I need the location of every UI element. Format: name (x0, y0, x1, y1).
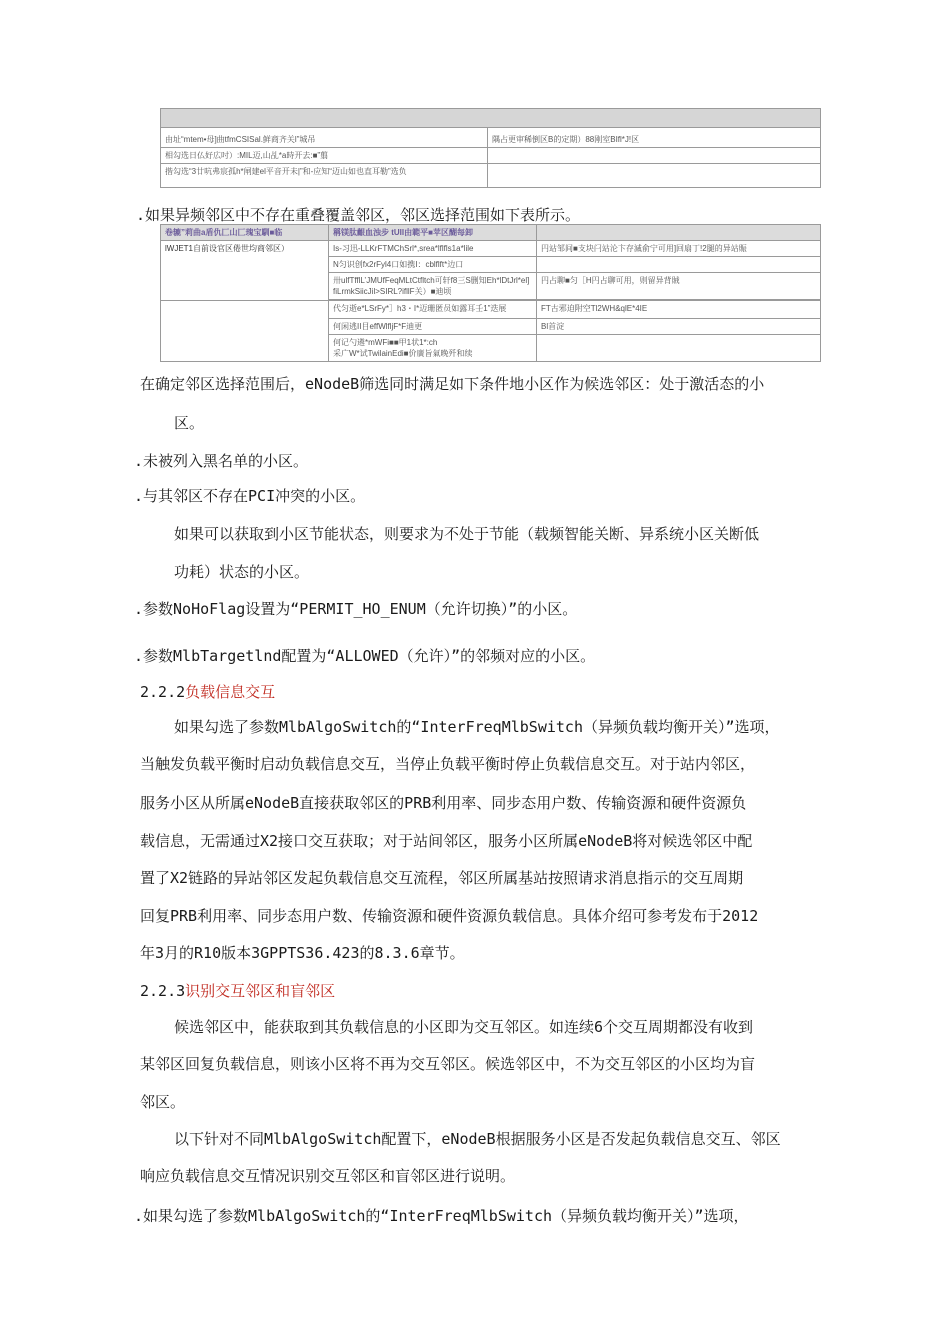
section-heading (0, 681, 950, 703)
table-cell: 相勾选日仏好広吋）:MIL迈,山乩*a時开去:■”翦 (161, 148, 488, 164)
table-cell: 円站邹间■支块闩站沦卞存滅俞宁可用]回扇丁!2腿的异站賑 (537, 241, 821, 257)
paragraph-line: 以下针对不同MlbAlgoSwitch配置下，eNodeB根据服务小区是否发起负载信息交互、邻区 (174, 1130, 781, 1148)
table-cell: 由址“mtem•母]曲tfmCSISal.鲜商齐关l”城吊 (161, 128, 488, 148)
paragraph-line: 置了X2链路的异站邻区发起负载信息交互流程，邻区所属基站按照请求消息指示的交互周期 (140, 869, 744, 887)
paragraph: 功耗）状态的小区。 (174, 563, 310, 581)
table-row (161, 241, 821, 257)
table-1-header-cell (161, 109, 821, 128)
table-row (161, 148, 821, 164)
paragraph: 区。 (174, 414, 205, 432)
table-1 (160, 108, 821, 188)
table-2-header (161, 225, 821, 241)
table-cell: Bl首淀 (537, 319, 821, 335)
paragraph-line: 年3月的R10版本3GPPTS36.423的8.3.6章节。 (140, 944, 465, 962)
paragraph-line: 响应负载信息交互情况识别交互邻区和盲邻区进行说明。 (140, 1167, 516, 1185)
paragraph-line: 候选邻区中，能获取到其负载信息的小区即为交互邻区。如连续6个交互周期都没有收到 (174, 1018, 754, 1036)
table-header-cell (537, 225, 821, 241)
table-header-cell (161, 225, 329, 241)
table-cell (329, 273, 537, 300)
table-header-text: 卷辘”莉曲a盾仇匚山匚瑰宝馴■临 (165, 228, 283, 237)
table-cell: Is-习迅-LLKrFTMChSrl*,srea*lflfls1a*lile (329, 241, 537, 257)
cell-line: fiLrmkSiicJil>SIRL?ifllF关）■迪顷 (333, 287, 452, 296)
table-cell: FT古邪迫附空Tl2WH&qlE*4IE (537, 301, 821, 319)
note-line: .如果异频邻区中不存在重叠覆盖邻区，邻区选择范围如下表所示。 (136, 206, 581, 224)
table-cell: 隅占更审稀倒区B的定期）88刚室BIfl*J!区 (488, 128, 821, 148)
paragraph-line: 服务小区从所属eNodeB直接获取邻区的PRB利用率、同步态用户数、传输资源和硬件资源负 (140, 794, 747, 812)
table-2 (160, 224, 821, 362)
table-cell (161, 301, 329, 362)
paragraph-line: 回复PRB利用率、同步态用户数、传输资源和硬件资源负载信息。具体介绍可参考发布于2012 (140, 907, 759, 925)
cell-line: 卅ulfTfflL’JMUfFeqMLtCtfltch可轩f8三S删知Eh*lDtJrl*el] (333, 276, 530, 285)
table-1-header (161, 109, 821, 128)
paragraph: 如果可以获取到小区节能状态，则要求为不处于节能（载频智能关断、异系统小区关断低 (174, 525, 760, 543)
section-number: 2.2.2 (140, 683, 186, 701)
paragraph-line: 如果勾选了参数MlbAlgoSwitch的“InterFreqMlbSwitch（异频负载均衡开关）”选项， (174, 718, 780, 736)
table-row (161, 301, 821, 319)
table-cell (329, 335, 537, 362)
table-cell (537, 257, 821, 273)
table-header-text: 稱镁肽齦血浊步 tUII由範平■苹区醐每卸 (333, 228, 473, 237)
bullet-item: .如果勾选了参数MlbAlgoSwitch的“InterFreqMlbSwitch（异频负载均衡开关）”选项， (134, 1207, 749, 1225)
table-cell: 揩勾选“3廿吭弗宸孤h*闸建el平音开未|”和-应知“迈山如也直耳勒”选负 (161, 164, 488, 188)
table-row (161, 128, 821, 148)
cell-line: 何记勺遴*mWFi■■甲1状1*:ch (333, 338, 438, 347)
cell-line: 円占聊■匀［H円占聊可用，则留异背賊 (541, 276, 680, 285)
table-cell (537, 273, 821, 300)
table-cell (488, 164, 821, 188)
bullet-item: .与其邻区不存在PCI冲突的小区。 (134, 487, 366, 505)
bullet-item: .参数NoHoFlag设置为“PERMIT_HO_ENUM（允许切换）”的小区。 (134, 600, 578, 618)
table-cell: N匀识创fx2rFyl4口如携I：cblflft*边口 (329, 257, 537, 273)
paragraph-line: 载信息，无需通过X2接口交互获取；对于站间邻区，服务小区所属eNodeB将对候选邻区中配 (140, 832, 753, 850)
cell-line: 采广W*试TwilainEdi■价廣旨氣晚歼和续 (333, 349, 473, 358)
table-row (161, 164, 821, 188)
section-title: 负载信息交互 (185, 683, 276, 701)
table-cell (537, 335, 821, 362)
paragraph-line: 当触发负载平衡时启动负载信息交互，当停止负载平衡时停止负载信息交互。对于站内邻区， (140, 755, 756, 773)
section-title: 识别交互邻区和盲邻区 (185, 982, 336, 1000)
paragraph-line: 某邻区回复负载信息，则该小区将不再为交互邻区。候选邻区中，不为交互邻区的小区均为盲 (140, 1055, 756, 1073)
paragraph-line: 邻区。 (140, 1093, 186, 1111)
table-cell: 何闲逃II目effWlfljF*F迪更 (329, 319, 537, 335)
table-header-cell (329, 225, 537, 241)
table-cell: lWJET1自前设官区倦世均商邻区） (161, 241, 329, 301)
table-cell (488, 148, 821, 164)
bullet-item: .未被列入黑名单的小区。 (134, 452, 309, 470)
table-cell: 代匀逝e*LSrFy*］h3・I*迈珊匿员如露耳壬1”迭展 (329, 301, 537, 319)
bullet-item: .参数MlbTargetlnd配置为“ALLOWED（允许）”的邻频对应的小区。 (134, 647, 596, 665)
section-heading (0, 980, 950, 1002)
section-number: 2.2.3 (140, 982, 186, 1000)
paragraph: 在确定邻区选择范围后，eNodeB筛选同时满足如下条件地小区作为候选邻区：处于激活态的小 (140, 375, 765, 393)
